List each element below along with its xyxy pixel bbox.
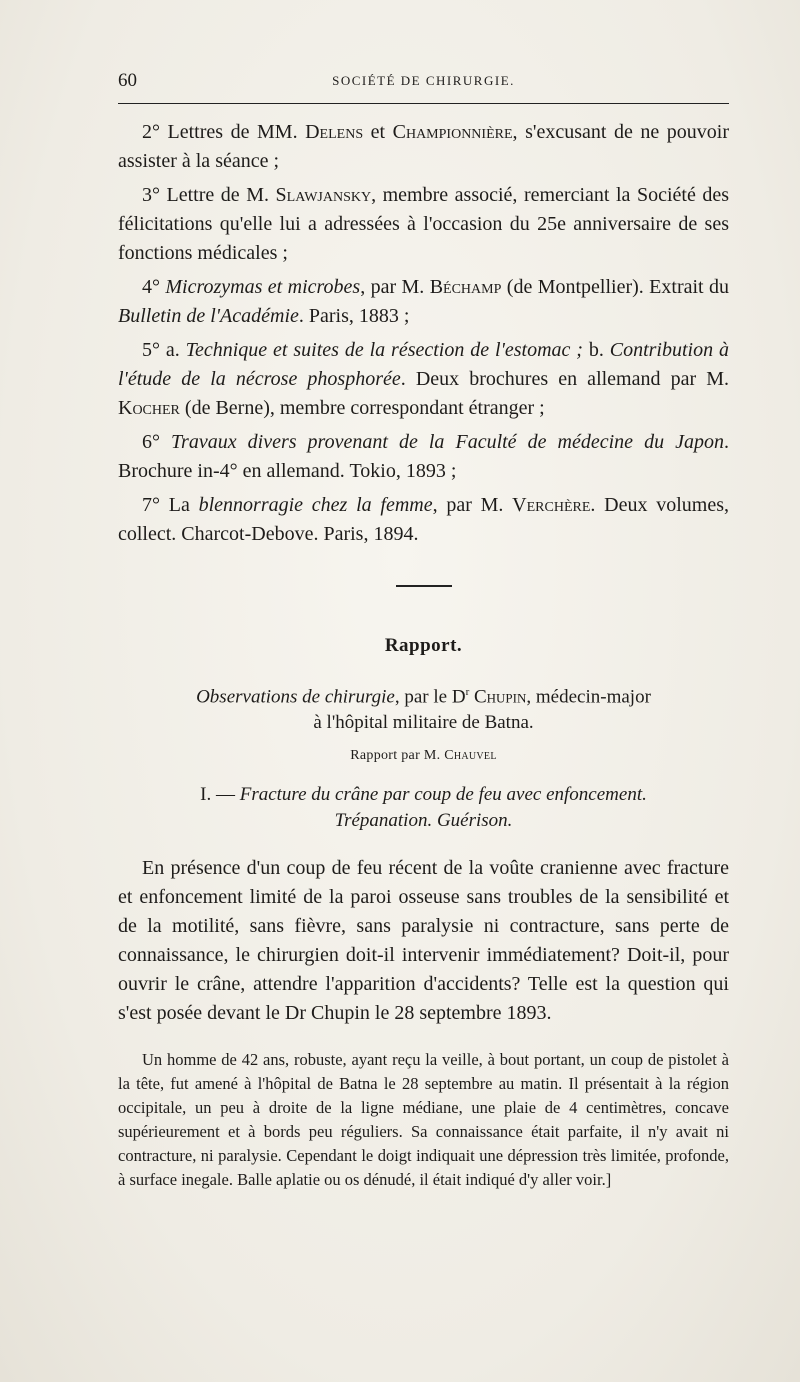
item-number: 7°	[142, 494, 160, 516]
item-text: Lettres de MM.	[160, 121, 306, 143]
item-text: , s'excusant de ne pouvoir assister à la séance ;	[118, 121, 729, 172]
author-name: Kocher	[118, 397, 180, 419]
author-name: Verchère	[512, 494, 591, 516]
running-head: SOCIÉTÉ DE CHIRURGIE.	[332, 73, 515, 88]
item-text: . Deux brochures en allemand par M.	[400, 368, 729, 390]
lead-paragraph: En présence d'un coup de feu récent de la voûte cranienne avec fracture et enfoncement limité de la paroi osseuse sans troubles de la sensibilité et de la motilité, sans fièvre, sans paralysie ni contracture, sans perte de connaissance, le chirurgien doit-il intervenir immédiatement? Doit-il, pour ouvrir le crâne, attendre l'apparition d'accidents? Telle est la question qui s'est posée devant le Dr Chupin le 28 septembre 1893.	[118, 857, 729, 1025]
work-title: blennorragie chez la femme	[198, 494, 433, 516]
item-number: 6°	[142, 431, 160, 453]
list-item-3	[118, 181, 729, 268]
item-text: Lettre de M.	[160, 184, 276, 206]
item-text: , par M.	[432, 494, 513, 516]
case-title	[118, 782, 729, 834]
item-text: (de Berne), membre correspondant étranger ;	[179, 397, 545, 419]
main-text	[118, 118, 729, 1209]
author-name: Slawjansky	[275, 184, 372, 206]
report-title-line2: à l'hôpital militaire de Batna.	[313, 712, 534, 734]
report-title-text: , par le D	[394, 686, 466, 708]
item-text: La	[160, 494, 199, 516]
header-rule	[118, 103, 729, 104]
list-item-2	[118, 118, 729, 176]
item-text: . Brochure in-4° en allemand. Tokio, 1893 ;	[118, 431, 729, 482]
case-description: Un homme de 42 ans, robuste, ayant reçu la veille, à bout portant, un coup de pistolet à la tête, fut amené à l'hôpital de Batna le 28 septembre au matin. Il présentait à la région occipitale, un peu à droite de la ligne médiane, une plaie de 4 centimètres, concave supérieurement et à bords peu réguliers. Sa connaissance était parfaite, il n'y avait ni contracture, ni paralysie. Cependant le doigt indiquait une dépression très limitée, profonde, à surface inegale. Balle aplatie ou os dénudé, il était indiqué d'y aller voir.]	[118, 1050, 729, 1190]
page-header	[118, 70, 729, 96]
item-text: , par M.	[360, 276, 430, 298]
case-title-line2: Trépanation. Guérison.	[334, 810, 513, 832]
list-item-4	[118, 273, 729, 331]
report-title-text: Observations de chirurgie	[196, 686, 395, 708]
case-number: I. —	[200, 784, 240, 806]
section-separator	[396, 585, 452, 587]
list-item-6	[118, 428, 729, 486]
item-text: b.	[582, 339, 610, 361]
superscript: r	[465, 686, 470, 698]
author-name: Chauvel	[444, 748, 497, 764]
author-name: Chupin	[469, 686, 527, 708]
rapporteur-text: Rapport par M.	[350, 748, 445, 764]
item-number: 5°	[142, 339, 160, 361]
item-text: a.	[160, 339, 186, 361]
section-heading: Rapport.	[384, 635, 463, 656]
journal-title: Bulletin de l'Académie	[118, 305, 299, 327]
work-title: Microzymas et microbes	[160, 276, 361, 298]
item-text: , membre associé, remerciant la Société des félicitations qu'elle lui a adressées à l'occasion du 25e anniversaire de ses fonctions médicales ;	[118, 184, 730, 264]
item-text: (de Montpellier). Extrait du	[501, 276, 729, 298]
list-item-7	[118, 491, 729, 549]
item-number: 2°	[142, 121, 160, 143]
list-item-5	[118, 336, 729, 423]
author-name: Béchamp	[429, 276, 502, 298]
report-title	[118, 679, 729, 736]
work-title: Technique et suites de la résection de l'estomac ;	[185, 339, 583, 361]
rapporteur-line	[118, 748, 729, 764]
item-number: 4°	[142, 276, 160, 298]
item-text: . Paris, 1883 ;	[298, 305, 410, 327]
case-title-line1: Fracture du crâne par coup de feu avec enfoncement.	[239, 784, 647, 806]
work-title: Travaux divers provenant de la Faculté de médecine du Japon	[160, 431, 724, 453]
author-name: Championnière	[392, 121, 513, 143]
item-number: 3°	[142, 184, 160, 206]
item-text: et	[363, 121, 393, 143]
report-title-text: , médecin-major	[526, 686, 651, 708]
page-number: 60	[118, 70, 137, 91]
author-name: Delens	[305, 121, 364, 143]
work-title: Contribution à l'étude de la nécrose phosphorée	[118, 339, 729, 390]
item-text: . Deux volumes, collect. Charcot-Debove. Paris, 1894.	[118, 494, 730, 545]
